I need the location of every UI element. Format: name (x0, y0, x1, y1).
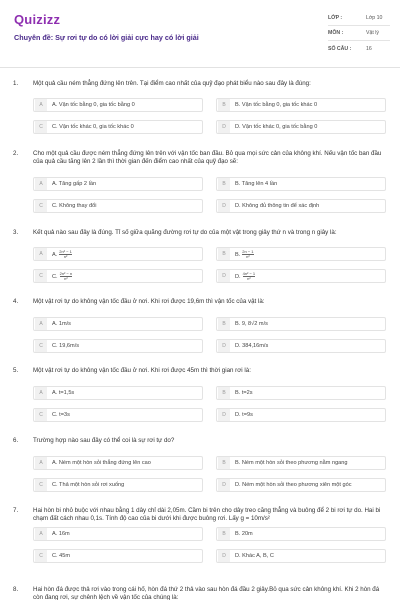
option-text: A. Tăng gấp 2 lần (52, 181, 97, 187)
option-b[interactable] (216, 247, 386, 261)
fraction-numerator: 2n² − 1 (59, 248, 72, 254)
meta-value: Lớp 10 (366, 15, 383, 21)
option-letter: A (35, 248, 47, 260)
option-label: D. (235, 273, 241, 280)
option-text: D. Không đủ thông tin để xác định (235, 203, 320, 209)
option-text: A. t=1,5s (52, 390, 75, 396)
option-c[interactable] (33, 478, 203, 492)
option-b[interactable] (216, 98, 386, 112)
fraction-denominator: n² (242, 254, 253, 259)
option-label: A. (52, 251, 58, 258)
option-letter: D (218, 550, 230, 562)
option-a[interactable] (33, 456, 203, 470)
fraction (243, 272, 256, 281)
option-a[interactable] (33, 386, 203, 400)
question-text: Trường hợp nào sau đây có thể coi là sự rơi tự do? (33, 437, 175, 444)
option-letter: D (218, 340, 230, 352)
option-b[interactable] (216, 386, 386, 400)
option-text: B. 20m (235, 531, 253, 537)
fraction-denominator: n² (243, 276, 256, 281)
option-letter: A (35, 99, 47, 111)
fraction-numerator: 4n² − 1 (242, 270, 256, 276)
option-letter: B (218, 387, 230, 399)
option-letter: D (218, 121, 230, 133)
option-d[interactable] (216, 408, 386, 422)
option-b[interactable] (216, 317, 386, 331)
fraction-denominator: n² (59, 254, 72, 259)
option-letter: A (35, 387, 47, 399)
option-text: C. 19,6m/s (52, 343, 80, 349)
option-text: C. t=3s (52, 412, 70, 418)
option-a[interactable] (33, 317, 203, 331)
question-text: Hai hòn bi nhỏ buộc với nhau bằng 1 dây chỉ dài 2,05m. Cầm bi trên cho dây treo căng thẳng và buông để 2 bi rơi tự do. Hai bi chạm đất cách nhau 0,1s. Tính độ cao của bi dưới khi được buông rơi. Lấy g = 10m/s² (33, 507, 381, 523)
option-text: D. Ném một hòn sỏi theo phương xiên một góc (235, 482, 352, 488)
option-text: C. Vận tốc khác 0, gia tốc khác 0 (52, 124, 134, 130)
worksheet-meta (328, 11, 390, 56)
option-c[interactable] (33, 269, 203, 283)
option-c[interactable] (33, 339, 203, 353)
option-text: D. Khác A, B, C (235, 553, 274, 559)
meta-key: MÔN : (328, 30, 344, 36)
meta-key: LỚP : (328, 15, 343, 21)
option-text (230, 250, 254, 259)
option-letter: C (35, 479, 47, 491)
option-letter: A (35, 528, 47, 540)
option-text: C. 45m (52, 553, 71, 559)
option-b[interactable] (216, 177, 386, 191)
option-text: A. 1m/s (52, 321, 71, 327)
option-letter: A (35, 318, 47, 330)
option-text: B. 9, 8√2 m/s (235, 321, 268, 327)
option-text: C. Thả một hòn sỏi rơi xuống (52, 482, 125, 488)
question-number: 2. (13, 150, 19, 157)
meta-row-subject (328, 26, 390, 41)
option-a[interactable] (33, 98, 203, 112)
option-letter: A (35, 457, 47, 469)
option-text: C. Không thay đổi (52, 203, 97, 209)
option-letter: D (218, 270, 230, 282)
worksheet-header (0, 0, 400, 68)
worksheet-topic: Chuyên đề: Sự rơi tự do có lời giải cực hay có lời giải (14, 33, 199, 42)
option-label: C. (52, 273, 58, 280)
question-text: Cho một quả cầu được ném thẳng đứng lên trên với vận tốc ban đầu. Bỏ qua mọi sức cản của không khí. Nếu vận tốc ban đầu của quả cầu tăng lên 2 lần thì thời gian đến điểm cao nhất của quỹ đạo sẽ: (33, 150, 382, 166)
option-text (47, 272, 72, 281)
option-text: A. Ném một hòn sỏi thẳng đứng lên cao (52, 460, 151, 466)
option-d[interactable] (216, 478, 386, 492)
option-b[interactable] (216, 456, 386, 470)
option-text: B. Tăng lên 4 lần (235, 181, 278, 187)
quizizz-logo: Quizizz (14, 12, 61, 27)
option-a[interactable] (33, 247, 203, 261)
question-number: 1. (13, 80, 19, 87)
option-d[interactable] (216, 339, 386, 353)
meta-value: Vật lý (366, 30, 379, 36)
question-text: Một quả cầu ném thẳng đứng lên trên. Tại điểm cao nhất của quỹ đạo phát biểu nào sau đây là đúng: (33, 80, 311, 87)
option-letter: B (218, 178, 230, 190)
option-letter: C (35, 340, 47, 352)
fraction-denominator: n² (60, 276, 73, 281)
option-c[interactable] (33, 549, 203, 563)
option-letter: C (35, 200, 47, 212)
option-c[interactable] (33, 120, 203, 134)
option-text (230, 272, 255, 281)
option-letter: C (35, 270, 47, 282)
question-number: 3. (13, 229, 19, 236)
option-letter: C (35, 550, 47, 562)
option-letter: D (218, 200, 230, 212)
option-letter: D (218, 479, 230, 491)
option-text: B. Vận tốc bằng 0, gia tốc khác 0 (235, 102, 318, 108)
option-text: B. Ném một hòn sỏi theo phương nằm ngang (235, 460, 348, 466)
question-text: Kết quả nào sau đây là đúng. Tỉ số giữa quãng đường rơi tự do của một vật trong giây thứ n và trong n giây là: (33, 229, 337, 236)
option-text: B. t=2s (235, 390, 253, 396)
option-label: B. (235, 251, 241, 258)
option-d[interactable] (216, 199, 386, 213)
question-text: Một vật rơi tự do không vận tốc đầu ở nơi. Khi rơi được 45m thì thời gian rơi là: (33, 367, 251, 374)
option-text: A. Vận tốc bằng 0, gia tốc bằng 0 (52, 102, 135, 108)
meta-row-count (328, 41, 390, 56)
option-letter: B (218, 248, 230, 260)
option-a[interactable] (33, 527, 203, 541)
question-number: 5. (13, 367, 19, 374)
option-letter: C (35, 409, 47, 421)
option-text: A. 16m (52, 531, 70, 537)
question-number: 8. (13, 586, 19, 593)
option-text: D. t=9s (235, 412, 253, 418)
option-c[interactable] (33, 408, 203, 422)
fraction-numerator: 2n² − n (59, 270, 73, 276)
option-text (47, 250, 72, 259)
option-d[interactable] (216, 549, 386, 563)
fraction-numerator: 2n − 1 (242, 248, 254, 254)
fraction (59, 250, 72, 259)
option-letter: D (218, 409, 230, 421)
option-d[interactable] (216, 120, 386, 134)
option-letter: B (218, 318, 230, 330)
option-text: D. Vận tốc khác 0, gia tốc bằng 0 (235, 124, 318, 130)
option-letter: B (218, 99, 230, 111)
meta-key: SỐ CÂU : (328, 45, 352, 52)
question-text: Một vật rơi tự do không vận tốc đầu ở nơi. Khi rơi được 19,6m thì vận tốc của vật là: (33, 298, 265, 305)
option-d[interactable] (216, 269, 386, 283)
question-number: 7. (13, 507, 19, 514)
option-letter: C (35, 121, 47, 133)
meta-value: 16 (366, 45, 372, 52)
question-number: 4. (13, 298, 19, 305)
option-letter: B (218, 457, 230, 469)
question-number: 6. (13, 437, 19, 444)
option-b[interactable] (216, 527, 386, 541)
fraction (60, 272, 73, 281)
option-letter: A (35, 178, 47, 190)
question-text: Hai hòn đá được thả rơi vào trong cái hố, hòn đá thứ 2 thả vào sau hòn đá đầu 2 giây.Bỏ qua sức cản không khí. Khi 2 hòn đá còn đang rơi, sự chênh lệch về vận tốc của chúng là: (33, 586, 380, 600)
meta-row-class (328, 11, 390, 26)
option-c[interactable] (33, 199, 203, 213)
option-text: D. 384,16m/s (235, 343, 269, 349)
option-letter: B (218, 528, 230, 540)
fraction (242, 250, 253, 259)
option-a[interactable] (33, 177, 203, 191)
